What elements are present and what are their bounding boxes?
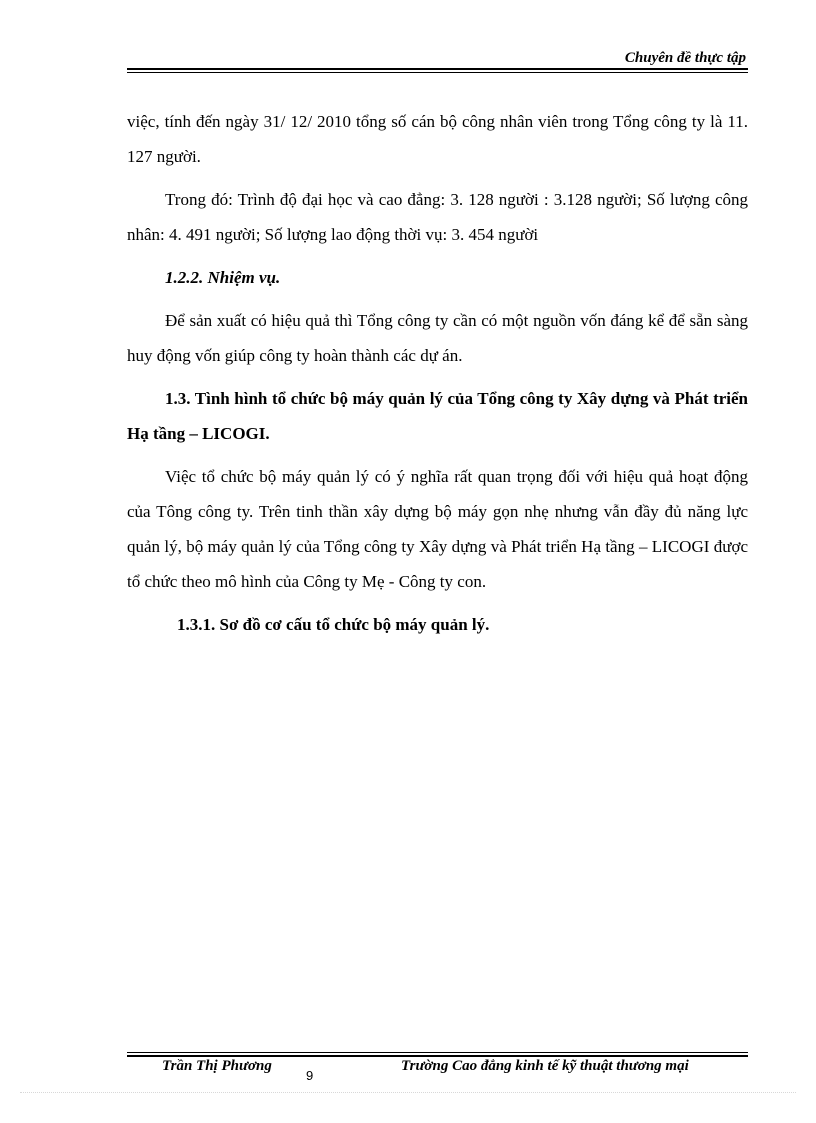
paragraph-staff-total: việc, tính đến ngày 31/ 12/ 2010 tổng số cán bộ công nhân viên trong Tổng công ty là 11. 127 người. — [127, 112, 748, 166]
paragraph-organization: Việc tổ chức bộ máy quản lý có ý nghĩa rất quan trọng đối với hiệu quả hoạt động của Tông công ty. Trên tinh thần xây dựng bộ máy gọn nhẹ nhưng vẫn đầy đủ năng lực quản lý, bộ máy quản lý của Tổng công ty Xây dựng và Phát triển Hạ tầng – LICOGI được tổ chức theo mô hình của Công ty Mẹ - Công ty con. — [127, 467, 748, 591]
page-number: 9 — [306, 1068, 314, 1083]
footer-rule — [127, 1055, 748, 1057]
header-title: Chuyên đề thực tập — [624, 50, 746, 66]
paragraph-staff-breakdown: Trong đó: Trình độ đại học và cao đẳng: 3. 128 người : 3.128 người; Số lượng công nhân: 4. 491 người; Số lượng lao động thời vụ: 3. 454 người — [127, 190, 748, 244]
document-body — [127, 104, 748, 650]
footer-author: Trần Thị Phương — [162, 1058, 272, 1074]
header-rule — [127, 68, 748, 70]
page-edge — [20, 1092, 796, 1093]
footer-school: Trường Cao đẳng kinh tế kỹ thuật thương mại — [401, 1058, 689, 1074]
paragraph-duties: Để sản xuất có hiệu quả thì Tổng công ty cần có một nguồn vốn đáng kể để sẵn sàng huy động vốn giúp công ty hoàn thành các dự án. — [127, 311, 748, 365]
header-rule-secondary — [127, 72, 748, 73]
heading-organization: 1.3. Tình hình tổ chức bộ máy quản lý của Tổng công ty Xây dựng và Phát triển Hạ tầng – LICOGI. — [127, 389, 748, 443]
heading-org-chart: 1.3.1. Sơ đồ cơ cấu tổ chức bộ máy quản lý. — [177, 615, 490, 634]
footer-rule-secondary — [127, 1052, 748, 1053]
heading-duties: 1.2.2. Nhiệm vụ. — [165, 268, 281, 287]
